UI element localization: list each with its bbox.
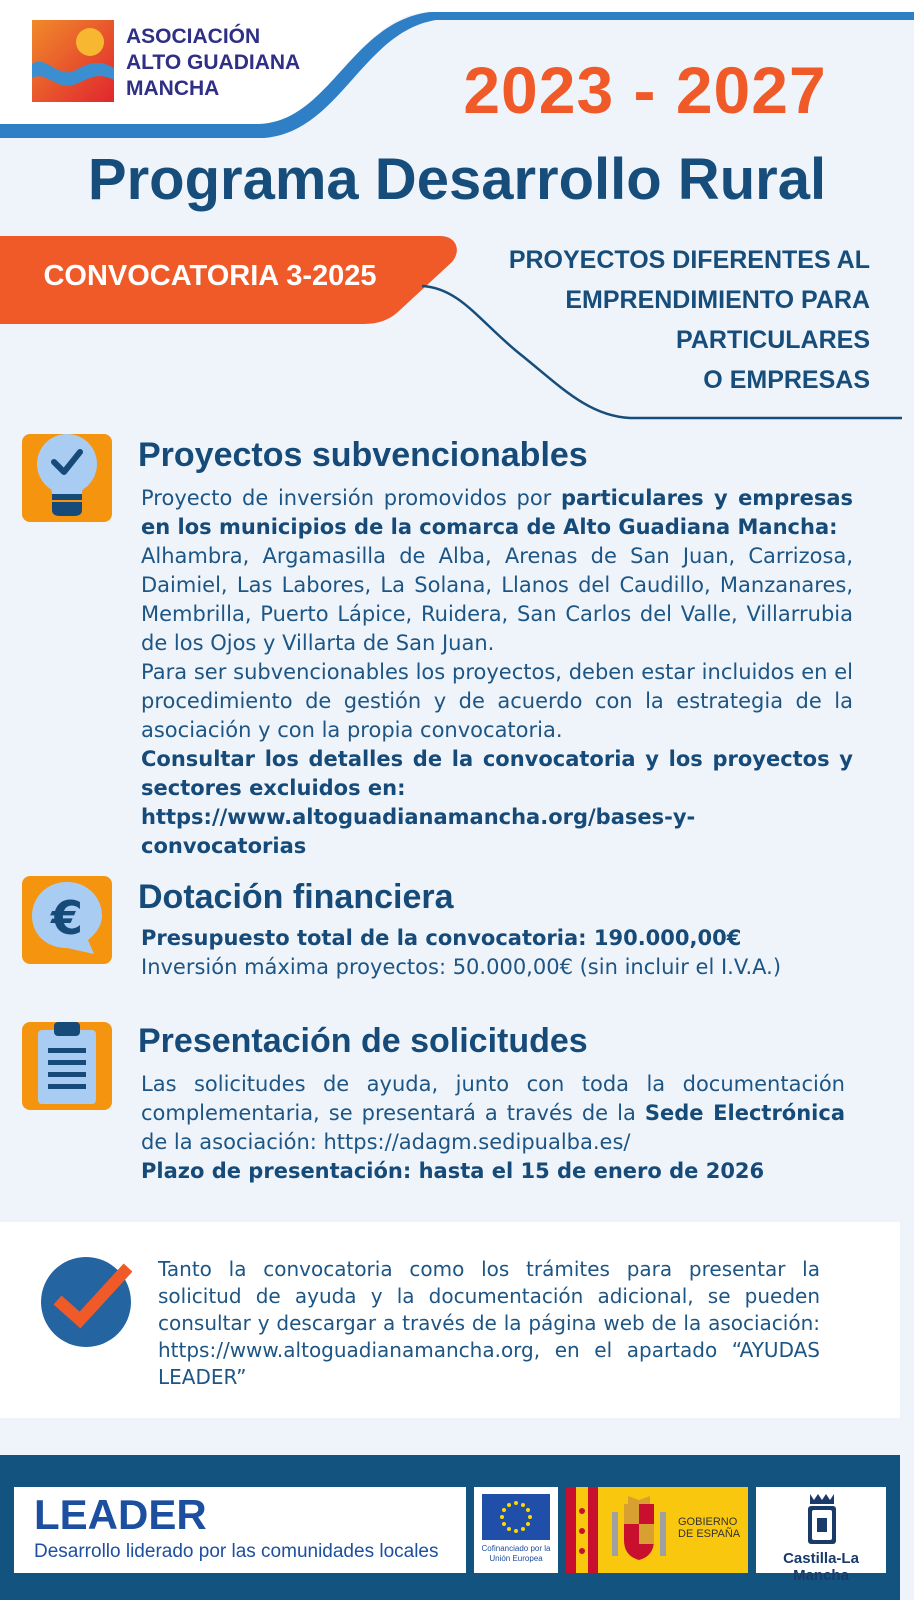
lightbulb-icon — [22, 432, 112, 522]
project-type-line: PARTICULARES — [676, 326, 870, 354]
euro-icon — [22, 874, 112, 964]
eu-flag-icon — [482, 1494, 550, 1540]
leader-title: LEADER — [34, 1491, 207, 1538]
gobierno-espana-text — [678, 1516, 740, 1540]
info-text: Tanto la convocatoria como los trámites para presentar la solicitud de ayuda y la documentación adicional, se pueden consultar y descargar a través de la página web de la asociación: https://www.altoguadianamancha.org, en el apartado “AYUDAS LEADER” — [158, 1257, 820, 1389]
project-type — [460, 240, 870, 400]
bases-url-link[interactable]: https://www.altoguadianamancha.org/bases-y-convocatorias — [141, 805, 696, 858]
coat-of-arms-icon — [608, 1494, 670, 1566]
project-type-line: EMPRENDIMIENTO PARA — [565, 286, 870, 314]
section-title-presentacion: Presentación de solicitudes — [138, 1022, 588, 1060]
org-name-line: ASOCIACIÓN — [126, 25, 261, 48]
proyectos-requisitos: Para ser subvencionables los proyectos, deben estar incluidos en el procedimiento de gestión y de acuerdo con la estrategia de la asociación y con la propia convocatoria. — [141, 660, 853, 742]
sede-electronica: Sede Electrónica — [644, 1101, 845, 1125]
section-body-presentacion — [141, 1070, 845, 1186]
section-body-proyectos — [141, 484, 853, 861]
organization-name — [126, 24, 300, 102]
project-type-line: O EMPRESAS — [703, 366, 870, 394]
proyectos-beneficiarios: particulares y empresas en los municipios de la comarca de Alto Guadiana Mancha: — [141, 486, 853, 539]
eu-cofinanciado-text: Cofinanciado por la Unión Europea — [481, 1544, 551, 1563]
organization-logo-icon — [32, 20, 114, 102]
castilla-la-mancha-text: Castilla-La Mancha — [783, 1550, 859, 1584]
gov-line: GOBIERNO — [678, 1516, 738, 1528]
municipios-list: Alhambra, Argamasilla de Alba, Arenas de San Juan, Carrizosa, Daimiel, Las Labores, La Solana, Llanos del Caudillo, Manzanares, Membrilla, Puerto Lápice, Ruidera, San Carlos del Valle, Villarrubia de los Ojos y Villarta de San Juan. — [141, 544, 853, 655]
spain-flag-stripe-icon — [566, 1487, 598, 1573]
section-body-dotacion — [141, 924, 853, 982]
presentacion-url: de la asociación: https://adagm.sedipualba.es/ — [141, 1130, 631, 1154]
section-title-proyectos: Proyectos subvencionables — [138, 436, 588, 474]
presupuesto-total: Presupuesto total de la convocatoria: 190.000,00€ — [141, 926, 742, 950]
plazo-presentacion: Plazo de presentación: hasta el 15 de enero de 2026 — [141, 1159, 765, 1183]
consultar-detalles: Consultar los detalles de la convocatoria y los proyectos y sectores excluidos en: — [141, 747, 853, 800]
svg-text:€: € — [50, 891, 84, 945]
page-title: Programa Desarrollo Rural — [87, 147, 827, 212]
castle-icon — [804, 1492, 840, 1546]
inversion-maxima: Inversión máxima proyectos: 50.000,00€ (sin incluir el I.V.A.) — [141, 955, 782, 979]
gov-line: DE ESPAÑA — [678, 1528, 741, 1540]
leader-subtitle: Desarrollo liderado por las comunidades locales — [34, 1541, 439, 1562]
checkmark-icon — [40, 1256, 132, 1348]
program-years: 2023 - 2027 — [463, 53, 827, 127]
section-title-dotacion: Dotación financiera — [138, 878, 454, 916]
proyectos-intro: Proyecto de inversión promovidos por — [141, 486, 562, 510]
convocatoria-label: CONVOCATORIA 3-2025 — [43, 260, 377, 292]
org-name-line: ALTO GUADIANA — [126, 51, 301, 74]
presentacion-text: Las solicitudes de ayuda, junto con toda la documentación complementaria, se presentará a través de la — [141, 1072, 845, 1125]
org-name-line: MANCHA — [126, 77, 220, 100]
clipboard-icon — [22, 1020, 112, 1110]
project-type-line: PROYECTOS DIFERENTES AL — [508, 246, 870, 274]
